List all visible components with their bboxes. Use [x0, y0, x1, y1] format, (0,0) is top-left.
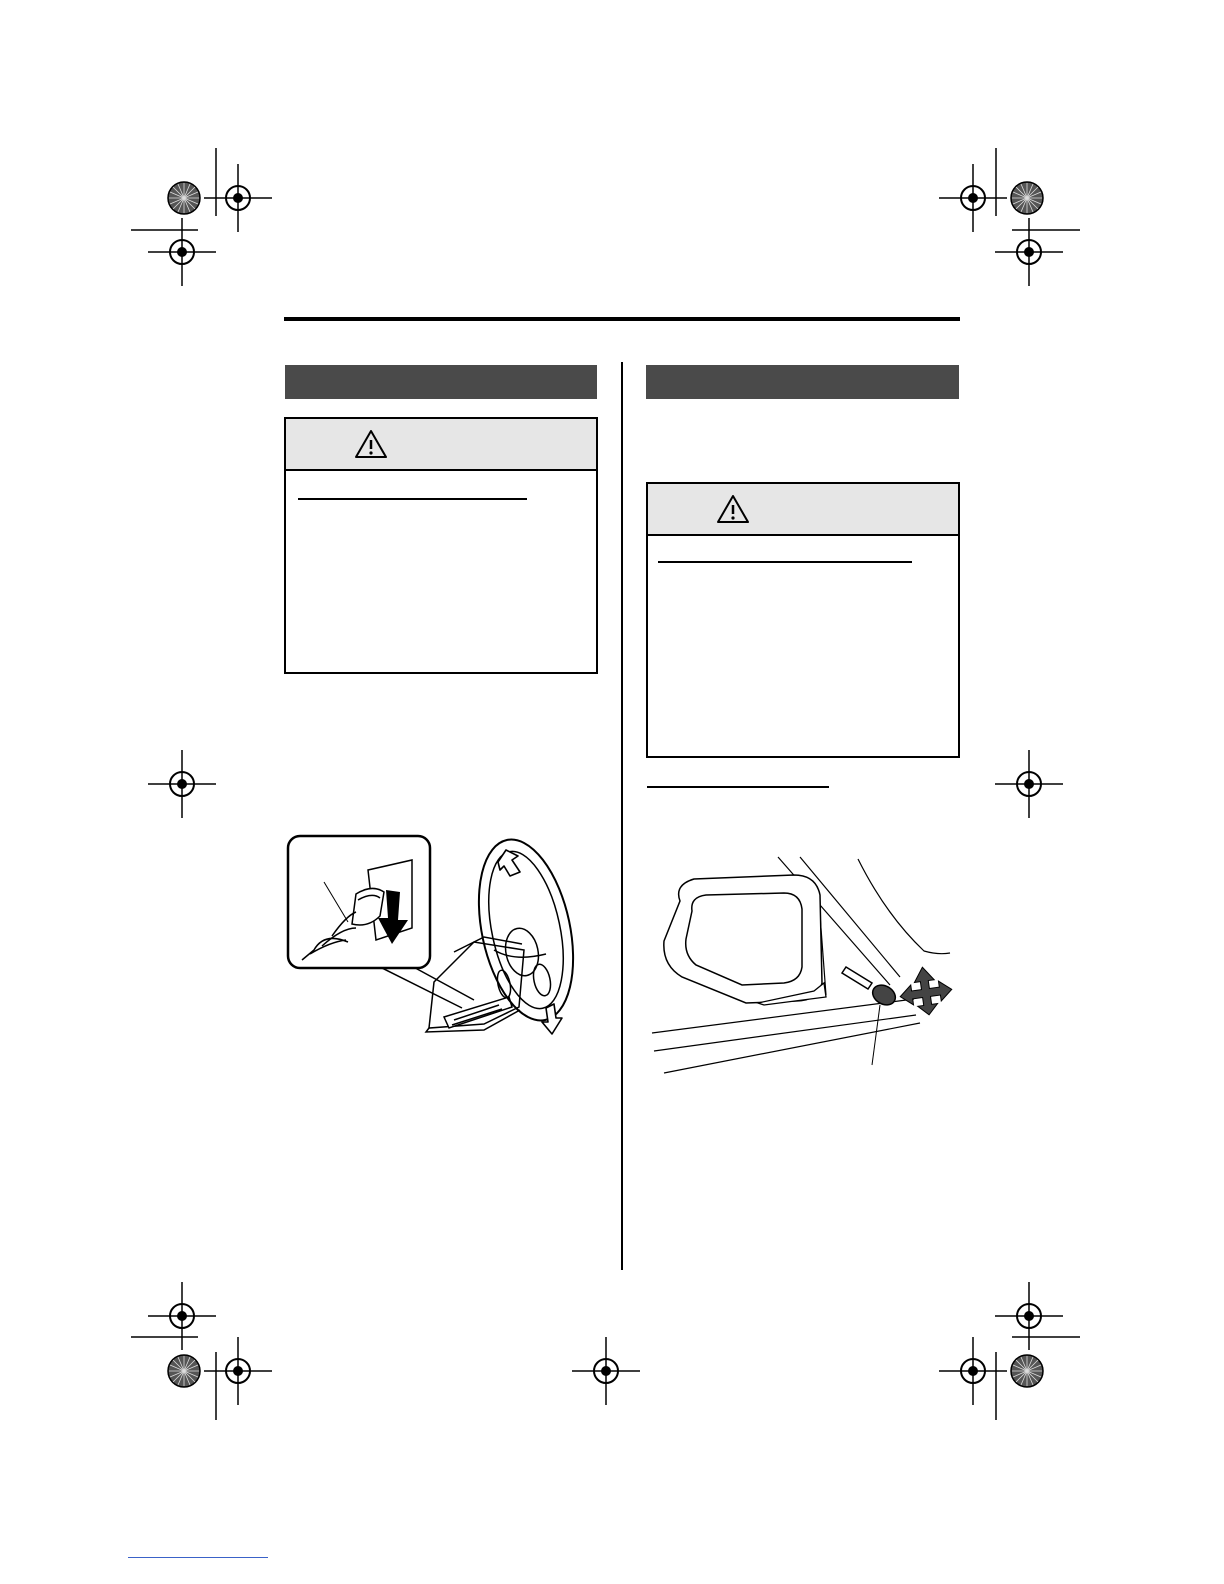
left-warning-box	[284, 417, 598, 674]
right-warning-box	[646, 482, 960, 758]
header-rule	[284, 317, 960, 321]
warning-triangle-icon	[716, 494, 750, 524]
mirror-lever-icon	[842, 967, 899, 1009]
link-underline[interactable]	[128, 1557, 268, 1558]
right-warning-header	[648, 484, 958, 536]
left-warning-header	[286, 419, 596, 471]
outside-mirror-adjustment-illustration	[650, 855, 960, 1077]
subsection-label-rule	[647, 786, 829, 788]
left-section-heading-bar	[285, 365, 597, 399]
four-way-arrow-icon	[897, 964, 955, 1019]
steering-wheel-tilt-lever-illustration	[284, 832, 594, 1054]
column-divider	[621, 362, 623, 1270]
right-section-heading-bar	[646, 365, 959, 399]
right-warning-subheading-rule	[658, 561, 912, 563]
left-warning-subheading-rule	[298, 498, 527, 500]
warning-triangle-icon	[354, 429, 388, 459]
